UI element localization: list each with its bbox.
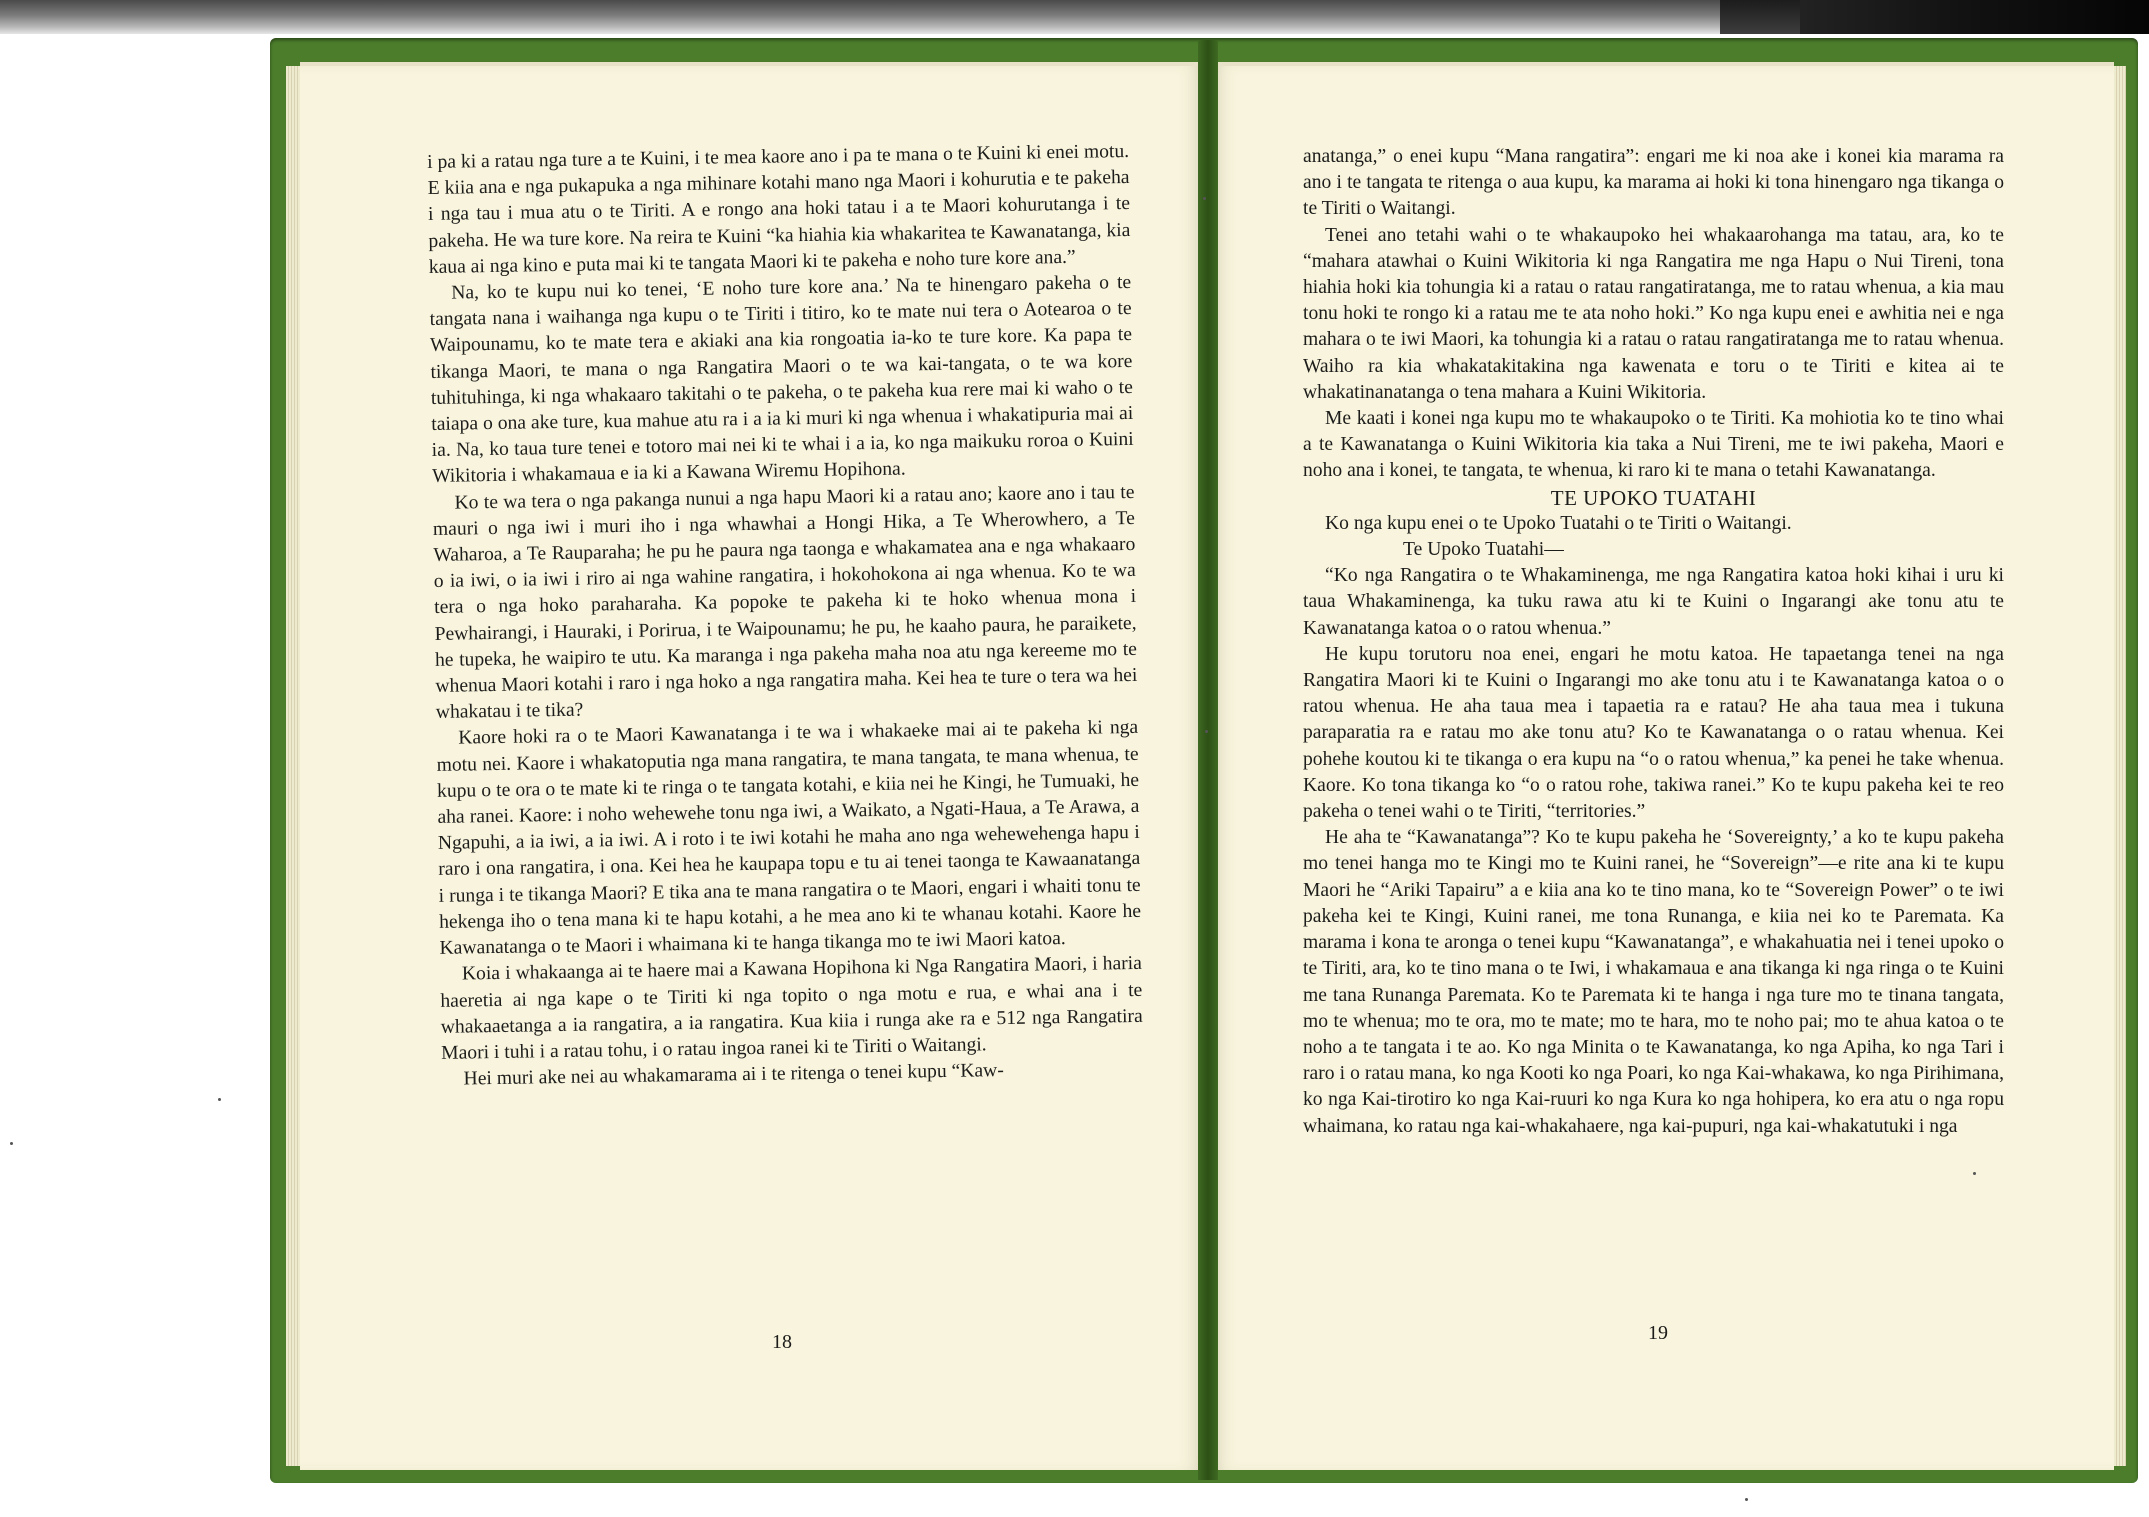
chapter-heading: TE UPOKO TUATAHI xyxy=(1550,485,1757,510)
left-paragraph-1: i pa ki a ratau nga ture a te Kuini, i te mea kaore ano i pa te mana o te Kuini ki enei motu. E kiia ana e nga pukapuka a nga mihinare kotahi mano nga Maori i kohurutia e te pakeha i nga tau i mua atu o te Tiriti. A e rongo ana hoki tatau i a te Maori kohurutanga i te pakeha. He wa ture kore. Na reira te Kuini “ka hiahia kia whakaritea te Kawanatanga, kia kaua ai nga kino e puta mai ki te tangata Maori ki te pakeha e noho ture kore ana.” xyxy=(427,140,1131,278)
left-paragraph-5: Koia i whakaanga ai te haere mai a Kawana Hopihona ki Nga Rangatira Maori, i haria haeretia ai nga kape o te Tiriti ki nga topito o nga motu e rua, e whai ana i te whakaaetanga a ia rangatira, a ia rangatira. Kua kiia i runga ake ra e 512 nga Rangatira Maori i tuhi i a ratau tohu, i o ratau ingoa ranei ki te Tiriti o Waitangi. xyxy=(440,953,1143,1064)
left-paragraph-4: Kaore hoki ra o te Maori Kawanatanga i te wa i whakaeke mai ai te pakeha ki nga motu nei. Kaore i whakatoputia nga mana rangatira, te mana tangata, te mana whenua, te kupu o te ora o te mate ki te ringa o te tangata kotahi, e kiia nei he Kingi, he Tumuaki, he aha ranei. Kaore: i noho wehewehe tonu nga iwi, a Waikato, a Ngati-Haua, a Te Arawa, a Ngapuhi, a ia iwi, a ia iwi. A i roto i te iwi kotahi he maha ano nga wehewehenga hapu i raro i ona rangatira, i ona. Kei hea he kaupapa topu e tu ai tenei taonga te Kawaanatanga i runga i te tikanga Maori? E tika ana te mana rangatira o te Maori, engari i whaiti tonu te hekenga iho o tena mana ki te hapu kotahi, a he mea ano ki te whanau kotahi. Kaore he Kawanatanga o te Maori i whaimana ki te hanga tikanga mo te iwi Maori katoa. xyxy=(436,717,1142,959)
page-stack-edge-left xyxy=(286,66,300,1466)
right-paragraph-6: He aha te “Kawanatanga”? Ko te kupu pakeha he ‘Sovereignty,’ a ko te kupu pakeha mo tenei hanga mo te Kingi mo te Kuini ranei, he “Sovereign”—e rite ana ki te kupu Maori he “Ariki Tapairu” a e kiia ana ko te tino mana, ko te “Sovereign Power” o te iwi pakeha kei te Kingi, Kuini ranei, me tona Runanga, e kiia nei ko te Paremata. Ka marama i kona te aronga o tenei kupu “Kawanatanga”, e whakahuatia nei i tenei upoko o te Tiriti, ara, ko te tino mana o te Iwi, i whakamaua e ana tikanga ki nga ringa o te Kuini me tana Runanga Paremata. Ko te Paremata ki te hanga i nga ture mo te tinana tangata, mo te whenua; mo te ora, mo te mate; mo te hara, mo te noho pai; mo te ahua katoa o te noho a te tangata i te ao. Ko nga Minita o te Kawanatanga, ko nga Apiha, ko nga Tari i raro i o ratau mana, ko nga Kooti ko nga Poari, ko nga Kai-whakawa, ko nga Pirihimana, ko nga Kai-tirotiro ko nga Kai-ruuri ko nga Kura ko nga hohipera, ko era atu o nga ropu whaimana, ko ratau nga kai-whakahaere, nga kai-pupuri, nga kai-whakatutuki i nga xyxy=(1303,827,2004,1137)
left-page-text xyxy=(427,139,1144,1093)
left-page-number: 18 xyxy=(772,1331,792,1353)
right-page-number: 19 xyxy=(1648,1322,1668,1344)
book-spine-gutter xyxy=(1198,40,1218,1480)
chapter-intro-line: Ko nga kupu enei o te Upoko Tuatahi o te Tiriti o Waitangi. xyxy=(1325,512,1792,534)
scan-speck xyxy=(10,1142,13,1145)
scan-speck xyxy=(1203,197,1206,200)
right-paragraph-4: “Ko nga Rangatira o te Whakaminenga, me nga Rangatira katoa hoki kihai i uru ki taua Whakaminenga, ka tuku rawa atu ki te Kuini o Ingarangi ake tonu atu te Kawanatanga katoa o o ratou whenua.” xyxy=(1303,565,2004,639)
right-paragraph-1: anatanga,” o enei kupu “Mana rangatira”: engari me ki noa ake i konei kia marama ra ano i te tangata te ritenga o aua kupu, ka marama ai hoki ki tona hinengaro nga tikanga o te Tiriti o Waitangi. xyxy=(1303,146,2004,220)
right-page-text xyxy=(1303,144,2004,1140)
scan-dark-corner-edge xyxy=(1800,0,2149,34)
left-paragraph-6: Hei muri ake nei au whakamarama ai i te ritenga o tenei kupu “Kaw- xyxy=(463,1060,1004,1090)
left-paragraph-3: Ko te wa tera o nga pakanga nunui a nga hapu Maori ki a ratau ano; kaore ano i tau te mauri o nga iwi i muri iho i nga whawhai a Hongi Hika, a Te Wherowhero, a Te Waharoa, a Te Rauparaha; he pu he paura nga taonga e whakamatea ana e nga whakaaro o ia iwi, o ia iwi i riro ai nga wahine rangatira, i hokohokona ai nga whenua. Ko te wa tera o nga hoko paraharaha. Ka popoke te pakeha ki te hoko whenua mona i Pewhairangi, i Hauraki, i Porirua, i te Waipounamu; he pu, he kaaho paura, he paraikete, he tupeka, he waipiro te utu. Ka maranga i nga pakeha maha noa atu nga kereeme mo te whenua Maori kotahi i raro i nga hoko a nga rangatira maha. Kei hea te ture o tera wa hei whakatau i te tika? xyxy=(432,481,1138,724)
right-paragraph-3: Me kaati i konei nga kupu mo te whakaupoko o te Tiriti. Ka mohiotia ko te tino whai a te Kawanatanga o Kuini Wikitoria kia taka a Nui Tireni, me te iwi pakeha, Maori e noho ana i konei, te tangata, te whenua, ki raro ki te mana o tetahi Kawanatanga. xyxy=(1303,408,2004,482)
chapter-sub-heading: Te Upoko Tuatahi— xyxy=(1403,539,1564,561)
right-paragraph-5: He kupu torutoru noa enei, engari he motu katoa. He tapaetanga tenei na nga Rangatira Maori ki te Kuini o Ingarangi mo ake tonu atu i te Kawanatanga katoa o o ratou whenua. He aha taua mea i tapaetia ra e ratau? He aha taua mea i tukuna paraparatia ra e ratau mo ake tonu atu? Ko te Kawanatanga o o ratau whenua. Kei pohehe koutou ki te tikanga o era kupu na “o o ratou whenua,” ka penei he take whenua. Kaore. Ko tona tikanga ko “o o ratou rohe, takiwa ranei.” Ko te kupu pakeha kei te reo pakeha o tenei wahi o te Tiriti, “territories.” xyxy=(1303,643,2004,823)
scan-speck xyxy=(1745,1498,1748,1501)
right-paragraph-2: Tenei ano tetahi wahi o te whakaupoko hei whakaarohanga ma tatau, ara, ko te “mahara atawhai o Kuini Wikitoria ki nga Rangatira me nga Hapu o Nui Tireni, tona hiahia hoki kia tohungia ki a ratau o ratau rangatiratanga, me to ratau whenua, a kia mau tonu hoki te rongo ki a ratau me te ata noho hoki.” Ko nga kupu enei e awhitia nei e nga mahara o te iwi Maori, ka tohungia ki a ratau o ratau rangatiratanga me to ratau whenua. Waiho ra kia whakatakitakina nga kawenata e toru o te Tiriti e kitea ai te whakatinanatanga o tena mahara a Kuini Wikitoria. xyxy=(1303,224,2004,403)
page-stack-edge-right xyxy=(2114,66,2126,1466)
scan-speck xyxy=(1973,1172,1976,1175)
scan-speck xyxy=(218,1098,221,1101)
scan-speck xyxy=(1205,730,1208,733)
left-paragraph-2: Na, ko te kupu nui ko tenei, ‘E noho ture kore ana.’ Na te hinengaro pakeha o te tangata nana i waihanga nga kupu o te Tiriti i titiro, ko te mate nui tera o Aotearoa o te Waipounamu, ko te mate tera e akiaki ana kia rongoatia ia-ko te ture kore. Ka papa te tikanga Maori, te mana o nga Rangatira Maori o te wa kai-tangata, o te wa kore tuhituhinga, ki nga whakaaro takitahi o te pakeha, o te pakeha kua rere mai ki waho o te taiapa o ona ake ture, kua mahue atu ra i a ia ki muri ki nga whenua i whakatipuria mai ai ia. Na, ko taua ture tenei e totoro mai nei ki te whai i a ia, ko nga maikuku roroa o Kuini Wikitoria i whakamaua e ia ki a Kawana Wiremu Hopihona. xyxy=(429,271,1134,488)
